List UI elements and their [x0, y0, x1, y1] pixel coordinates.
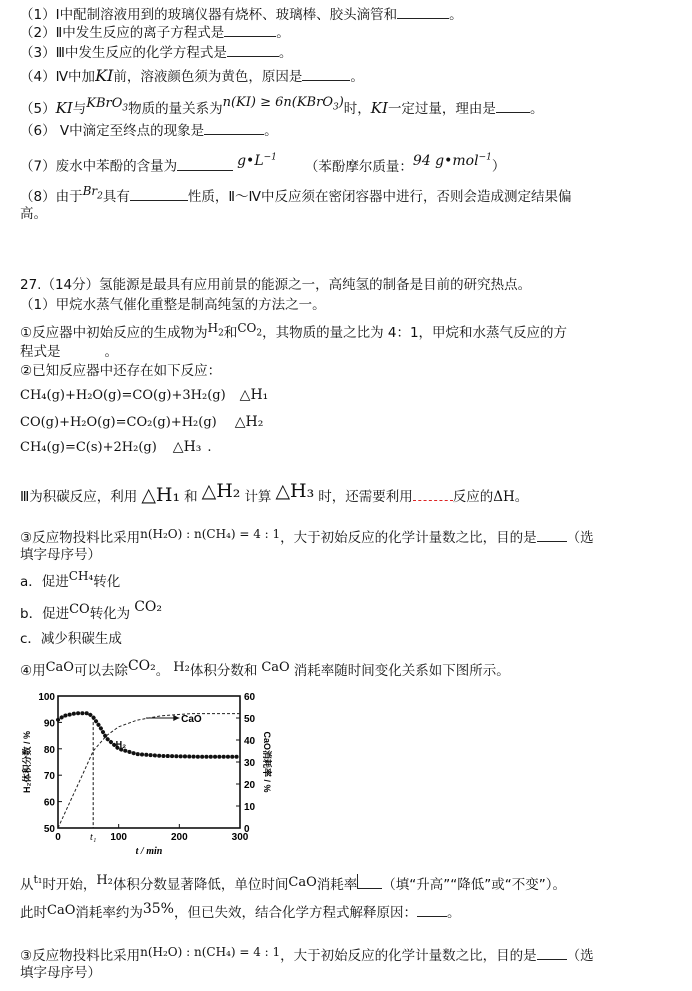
reaction1-equation: CH₄(g)+H₂O(g)=CO(g)+3H₂(g) [20, 388, 226, 403]
option-a-text: a．促进 [20, 574, 69, 590]
q8-formula-br2-sub: 2 [97, 191, 103, 202]
option-a-text-b: 转化 [93, 574, 121, 590]
item5b-percent: 35% [142, 901, 174, 917]
item4-text-d: 体积分数和 [189, 663, 258, 679]
item3-delta-h3: △H₃ [275, 480, 315, 502]
item6-text-d: 填字母序号） [20, 965, 101, 981]
item3b-text-d: 填字母序号） [20, 547, 101, 563]
item3b-text-b: ，大于初始反应的化学计量数之比，目的是 [280, 530, 537, 546]
item3b-ratio: n(H₂O) : n(CH₄) = 4 : 1 [140, 527, 281, 541]
q5-formula-kbro3-sub: 3 [122, 103, 129, 114]
question-27-header [20, 276, 531, 294]
item5-text-c: 体积分数显著降低，单位时间 [112, 877, 289, 893]
item-5-cont [20, 902, 460, 923]
question-8-cont [20, 205, 47, 223]
item-3b [20, 527, 594, 547]
option-b[interactable] [20, 599, 162, 624]
y-left-axis-label: H₂体积分数 / % [22, 730, 32, 794]
q7-unit: g•L [237, 152, 264, 169]
chart-axes [58, 696, 240, 828]
h2-cao-chart [18, 688, 272, 857]
item-6-cont [20, 964, 101, 982]
item2-text: ②已知反应器中还存在如下反应： [20, 363, 222, 379]
plot-frame [58, 696, 240, 828]
item4-formula-cao: CaO [45, 660, 74, 675]
item6-text-c: （选 [566, 948, 594, 964]
item3-delta-h2: △H₂ [201, 480, 241, 502]
question-8 [20, 186, 572, 211]
item1-formula-h2: H [207, 321, 219, 335]
item5-text-e: （填“升高”“降低”或“不变”）。 [382, 877, 566, 893]
item3b-text-a: ③反应物投料比采用 [20, 530, 141, 546]
answer-blank[interactable] [177, 156, 233, 171]
x-tick-label: 0 [55, 832, 61, 843]
reaction2-delta-h: △H₂ [234, 414, 264, 430]
item5b-formula-cao: CaO [47, 903, 76, 918]
item-2 [20, 362, 221, 380]
item6-text-a: ③反应物投料比采用 [20, 948, 141, 964]
item4-formula-h2: H₂ [173, 660, 190, 675]
item1-text-a: ①反应器中初始反应的生成物为 [20, 325, 208, 341]
item5-formula-h2: H₂ [96, 873, 113, 888]
answer-blank[interactable] [496, 98, 530, 113]
item6-ratio: n(H₂O) : n(CH₄) = 4 : 1 [140, 945, 281, 959]
option-c-text: c．减少积碳生成 [20, 631, 122, 647]
item1-end: 。 [104, 344, 118, 360]
item-4 [20, 658, 510, 681]
item1-text-c: ，其物质的量之比为 4：1，甲烷和水蒸气反应的方 [262, 325, 568, 341]
y-right-tick-label: 20 [244, 780, 256, 791]
answer-blank[interactable] [397, 4, 449, 19]
option-a[interactable] [20, 569, 121, 591]
sub1-text: （1）甲烷水蒸气催化重整是制高纯氢的方法之一。 [20, 297, 326, 313]
q2-end: 。 [276, 25, 290, 41]
question-1 [20, 4, 463, 24]
reaction-1 [20, 386, 268, 405]
item4-text-a: ④用 [20, 663, 46, 679]
q8-text-c: 性质，Ⅱ～Ⅳ中反应须在密闭容器中进行，否则会造成测定结果偏 [187, 189, 572, 205]
q5-end: 。 [529, 101, 544, 117]
item3-delta-h: ΔH [493, 489, 515, 505]
item6-text-b: ，大于初始反应的化学计量数之比，目的是 [280, 948, 537, 964]
series-line-h2 [58, 713, 240, 757]
sub-question-1 [20, 296, 326, 314]
reaction3-delta-h: △H₃ [172, 439, 202, 455]
q7-molar-mass-sup: −1 [478, 152, 492, 162]
x-axis-label: t / min [135, 846, 163, 857]
q5-text-c: 物质的量关系为 [128, 101, 223, 117]
question-6 [20, 120, 278, 140]
series-line-cao [58, 714, 240, 828]
chart-series [58, 713, 240, 828]
item-6 [20, 945, 594, 965]
y-right-tick-label: 40 [244, 736, 256, 747]
item5-text-a: 从 [20, 877, 34, 893]
q1-text: （1）Ⅰ中配制溶液用到的玻璃仪器有烧杯、玻璃棒、胶头滴管和 [20, 7, 398, 23]
item3-text-a: Ⅲ为积碳反应，利用 [20, 489, 138, 505]
answer-blank[interactable] [302, 66, 350, 81]
q27-heading: 27.（14分）氢能源是最具有应用前景的能源之一，高纯氢的制备是目前的研究热点。 [20, 277, 532, 293]
item4-formula-cao-2: CaO [261, 660, 290, 675]
y-left-tick-label: 70 [43, 771, 55, 783]
item4-text-b: 可以去除 [73, 663, 128, 679]
question-2 [20, 22, 290, 42]
item5-text-d: 消耗率 [316, 877, 358, 893]
series-label-cao: CaO [181, 714, 202, 725]
item4-text-c: 。 [155, 663, 170, 679]
answer-blank[interactable] [204, 120, 264, 135]
option-c[interactable] [20, 630, 122, 648]
y-right-tick-label: 50 [244, 714, 256, 725]
option-b-formula-co2: CO₂ [134, 599, 162, 615]
item1-text-d: 程式是 [20, 344, 61, 360]
item-5 [20, 874, 566, 895]
reaction-2 [20, 413, 263, 432]
question-7 [20, 154, 505, 176]
item5-formula-cao: CaO [288, 875, 317, 890]
y-right-tick-label: 0 [244, 824, 250, 835]
q5-formula-kbro3: KBrO [86, 96, 123, 111]
q4-end: 。 [350, 69, 364, 85]
reaction2-equation: CO(g)+H₂O(g)=CO₂(g)+H₂(g) [20, 415, 217, 430]
q5-text-b: 与 [72, 101, 87, 117]
q7-text-b: （苯酚摩尔质量： [304, 158, 413, 175]
q8-text-d: 高。 [20, 206, 47, 222]
q6-end: 。 [264, 123, 278, 139]
item4-text-e: 消耗率随时间变化关系如下图所示。 [293, 663, 510, 679]
question-3 [20, 42, 292, 62]
y-right-tick-label: 10 [244, 802, 256, 813]
question-4 [20, 66, 364, 86]
item5b-text-a: 此时 [20, 905, 47, 921]
q7-molar-mass: 94 g•mol [412, 152, 479, 169]
answer-blank[interactable] [357, 874, 382, 889]
option-a-formula: CH₄ [68, 569, 94, 583]
item1-formula-h2-sub: 2 [218, 328, 224, 339]
y-right-tick-label: 60 [244, 692, 256, 703]
item4-formula-co2: CO₂ [127, 658, 156, 674]
item-1-cont [20, 343, 118, 361]
item1-formula-co2-sub: 2 [256, 328, 263, 339]
x-tick-label: 100 [110, 832, 128, 843]
q5-relation-sub: 3 [332, 102, 339, 113]
q5-text-e: 一定过量，理由是 [387, 101, 496, 117]
item3-text-e: 反应的 [452, 489, 494, 505]
x-tick-label: 200 [170, 832, 188, 843]
q8-text-b: 具有 [102, 189, 130, 205]
q5-formula-ki: KI [55, 99, 73, 117]
y-left-tick-label: 90 [43, 718, 55, 730]
y-right-tick-label: 30 [244, 758, 256, 769]
q4-formula-ki: KI [95, 66, 114, 85]
reaction3-equation: CH₄(g)=C(s)+2H₂(g) [20, 440, 157, 455]
answer-blank[interactable] [413, 486, 453, 501]
series-label-h2: H₂ [115, 739, 127, 750]
item5b-text-b: 消耗率约为 [75, 905, 143, 921]
cao-arrow-head [173, 715, 179, 721]
answer-blank[interactable] [224, 22, 276, 37]
item3-text-b: 和 [184, 489, 198, 505]
option-b-text: b．促进 [20, 606, 70, 622]
y-right-axis-label: CaO消耗率 / % [262, 731, 272, 793]
answer-blank[interactable] [417, 902, 447, 917]
item1-formula-co2: CO [237, 321, 257, 335]
q8-formula-br2: Br [82, 184, 98, 198]
q3-end: 。 [278, 45, 293, 61]
answer-blank[interactable] [537, 945, 567, 960]
item3-text-c: 计算 [244, 489, 272, 505]
reaction-3 [20, 438, 212, 457]
x-special-tick-label: t₁ [90, 832, 97, 843]
answer-blank[interactable] [537, 527, 567, 542]
reaction3-end: . [207, 440, 212, 455]
q5-relation-end: ) [338, 95, 344, 110]
item-3 [20, 480, 529, 506]
item3b-text-c: （选 [566, 530, 594, 546]
q5-formula-ki-2: KI [370, 99, 388, 117]
q6-text: （6） Ⅴ中滴定至终点的现象是 [20, 123, 205, 139]
item-3b-cont [20, 546, 101, 564]
q1-end: 。 [449, 7, 463, 23]
item5-text-b: 时开始， [42, 877, 97, 893]
answer-blank[interactable] [227, 42, 279, 57]
q5-text-d: 时， [343, 101, 371, 117]
q4-text-b: 前，溶液颜色须为黄色，原因是 [113, 69, 303, 85]
answer-blank[interactable] [130, 186, 188, 201]
q7-end: ） [491, 158, 506, 175]
y-left-tick-label: 100 [38, 692, 55, 703]
item1-text-b: 和 [223, 325, 238, 341]
q5-relation: n(KI) ≥ 6n(KBrO [222, 95, 333, 110]
item5b-text-c: ，但已失效，结合化学方程式解释原因： [173, 905, 417, 921]
q7-unit-sup: −1 [263, 152, 277, 162]
y-left-tick-label: 80 [43, 744, 55, 756]
item5b-end: 。 [446, 905, 461, 921]
q4-text-a: （4）Ⅳ中加 [20, 69, 96, 85]
x-tick-label: 300 [231, 832, 249, 843]
reaction1-delta-h: △H₁ [239, 387, 269, 403]
q5-text-a: （5） [20, 101, 56, 117]
option-b-formula-co: CO [69, 602, 90, 617]
q8-text-a: （8）由于 [20, 189, 83, 205]
option-b-text-mid: 转化为 [89, 606, 131, 622]
item3-text-d: 时，还需要利用 [318, 489, 413, 505]
item3-end: 。 [514, 489, 529, 505]
q2-text: （2）Ⅱ中发生反应的离子方程式是 [20, 25, 225, 41]
y-left-tick-label: 60 [43, 797, 55, 809]
q7-text-a: （7）废水中苯酚的含量为 [20, 158, 178, 175]
y-left-tick-label: 50 [43, 824, 55, 835]
item3-delta-h1: △H₁ [141, 484, 181, 506]
q3-text: （3）Ⅲ中发生反应的化学方程式是 [20, 45, 227, 61]
item5-t1: t₁ [33, 873, 43, 886]
